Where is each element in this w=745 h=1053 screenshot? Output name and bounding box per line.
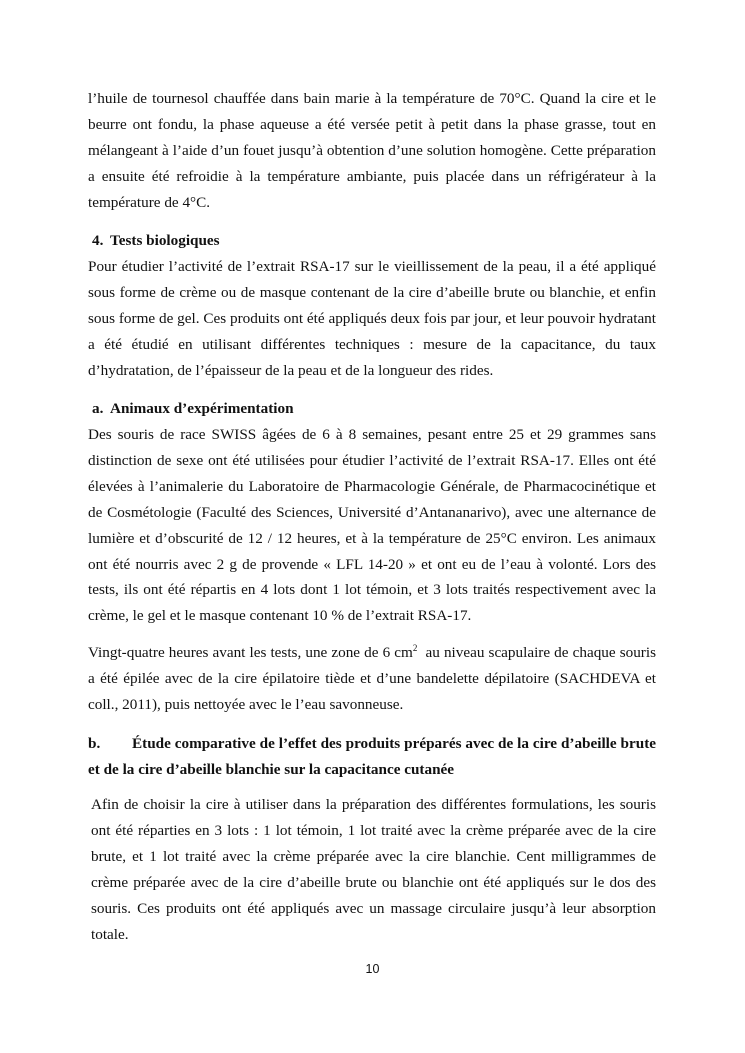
superscript: 2 [412,643,418,653]
heading-number: a. [92,400,104,417]
page-number: 10 [365,962,380,976]
heading-number: b. [88,735,101,752]
paragraph-section-b: Afin de choisir la cire à utiliser dans la préparation des différentes formulations, les souris ont été réparties en 3 lots : 1 lot témoin, 1 lot traité avec la crème préparée avec de la cire brute, et 1 lot traité avec la crème préparée avec la cire blanchie. Cent milligrammes de crème préparée avec de la cire d’abeille brute ou blanchie ont été appliqués sur le dos des souris. Ces produits ont été appliqués avec un massage circulaire jusqu’à leur absorption totale. [91,796,656,943]
paragraph-section-a: Des souris de race SWISS âgées de 6 à 8 semaines, pesant entre 25 et 29 grammes sans distinction de sexe ont été utilisées pour étudier l’activité de l’extrait RSA-17. Elles ont été élevées à l’animalerie du Laboratoire de Pharmacologie Générale, de Pharmacocinétique et de Cosmétologie (Faculté des Sciences, Université d’Antananarivo), avec une alternance de lumière et d’obscurité de 12 / 12 heures, et à la température de 25°C environ. Les animaux ont été nourris avec 2 g de provende « LFL 14-20 » et ont eu de l’eau à volonté. Lors des tests, ils ont été répartis en 4 lots dont 1 lot témoin, et 3 lots traités respectivement avec la crème, le gel et le masque contenant 10 % de l’extrait RSA-17. [88,426,656,625]
heading-section-4 [88,228,656,254]
heading-section-a [88,396,656,422]
epilation-text-before: Vingt-quatre heures avant les tests, une zone de 6 cm [88,644,413,661]
heading-title: Tests biologiques [110,232,220,249]
paragraph-intro: l’huile de tournesol chauffée dans bain marie à la température de 70°C. Quand la cire et le beurre ont fondu, la phase aqueuse a été versée petit à petit dans la phase grasse, tout en mélangeant à l’aide d’un fouet jusqu’à obtention d’une solution homogène. Cette préparation a ensuite été refroidie à la température ambiante, puis placée dans un réfrigérateur à la température de 4°C. [88,90,656,211]
paragraph-section-4: Pour étudier l’activité de l’extrait RSA-17 sur le vieillissement de la peau, il a été appliqué sous forme de crème ou de masque contenant de la cire d’abeille brute ou blanchie, et enfin sous forme de gel. Ces produits ont été appliqués deux fois par jour, et leur pouvoir hydratant a été étudié en utilisant différentes techniques : mesure de la capacitance, du taux d’hydratation, de l’épaisseur de la peau et de la longueur des rides. [88,258,656,379]
heading-title: Animaux d’expérimentation [110,400,294,417]
heading-title: Étude comparative de l’effet des produits préparés avec de la cire d’abeille brute et de la cire d’abeille blanchie sur la capacitance cutanée [88,735,656,778]
paragraph-epilation [88,640,660,718]
epilation-text-after: au niveau scapulaire de chaque souris a été épilée avec de la cire épilatoire tiède et d’une bandelette dépilatoire (SACHDEVA et coll., 2011), puis nettoyée avec le l’eau savonneuse. [88,644,660,713]
heading-section-b [88,731,656,783]
heading-number: 4. [92,232,104,249]
